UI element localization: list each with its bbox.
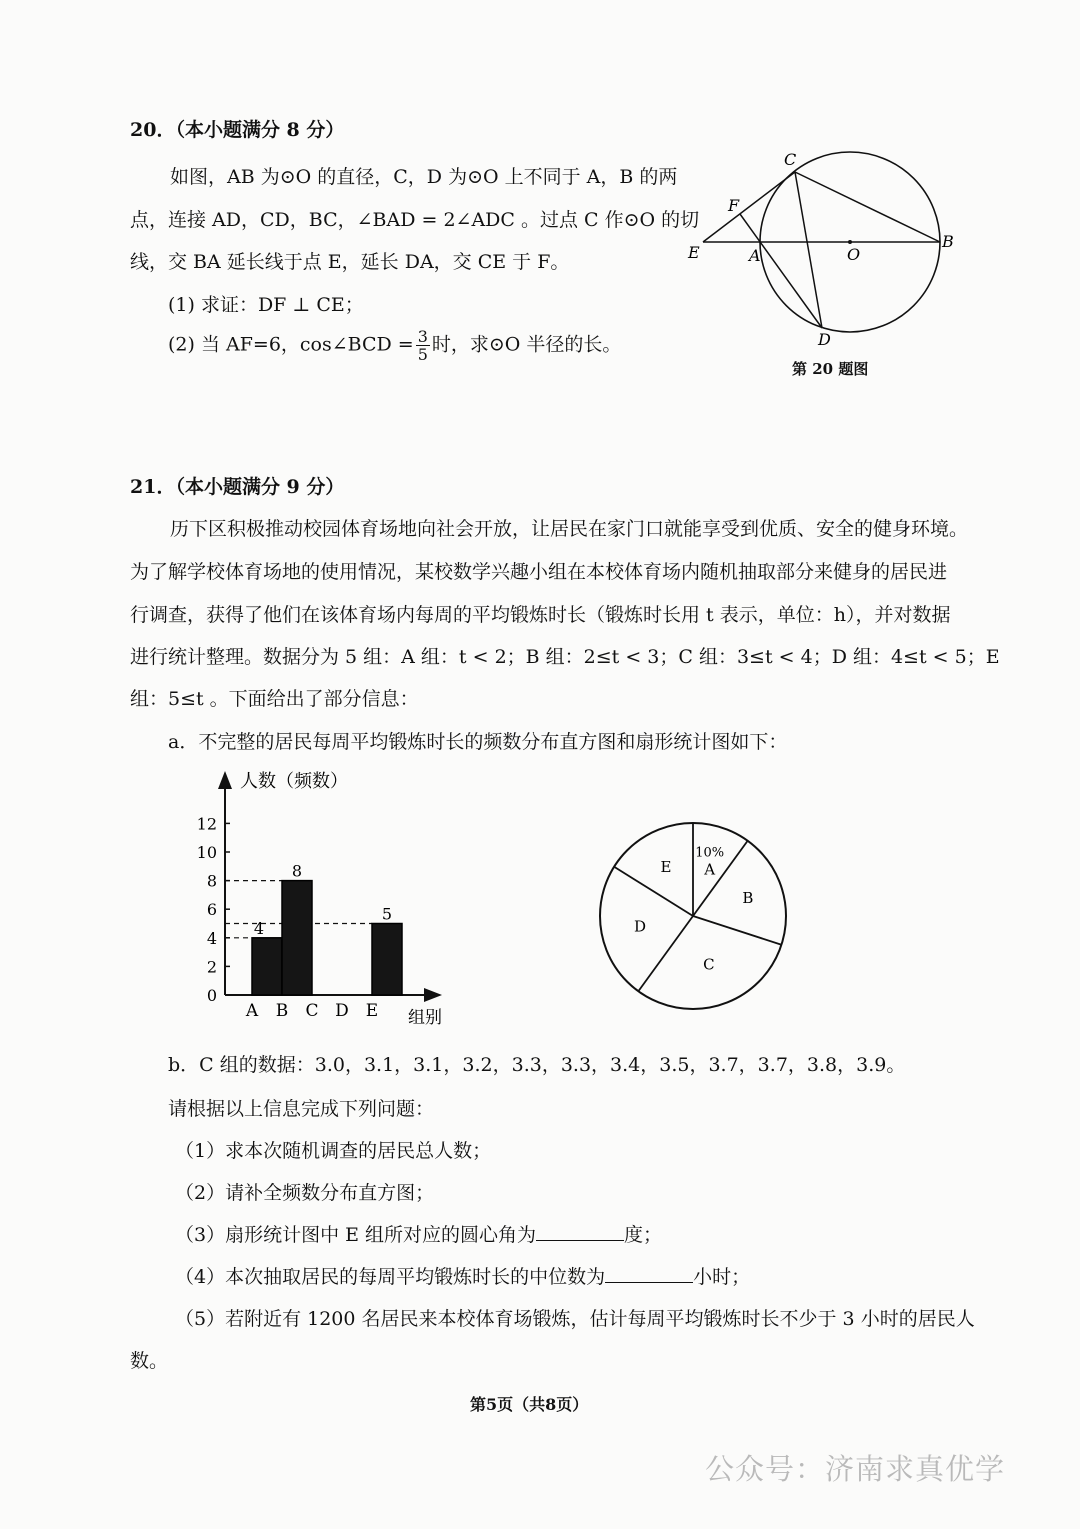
q4-text: （4）本次抽取居民的每周平均锻炼时长的中位数为: [175, 1266, 606, 1288]
q20-fraction: [416, 328, 430, 363]
q21-question5-line2: 数。: [130, 1350, 169, 1372]
pie-divider: [693, 916, 781, 945]
q21-question5-line1: （5）若附近有 1200 名居民来本校体育场锻炼，估计每周平均锻炼时长不少于 3 小时的居民人: [175, 1308, 975, 1330]
bar-data-label: 8: [291, 861, 303, 881]
label-o: O: [847, 245, 861, 264]
q21-question2: （2）请补全频数分布直方图；: [175, 1182, 435, 1204]
q3-text: （3）扇形统计图中 E 组所对应的圆心角为: [175, 1224, 537, 1246]
center-point: [848, 240, 852, 244]
y-axis-arrow-icon: [218, 771, 232, 789]
pie-divider: [638, 916, 693, 991]
q20-part2-pre: (2) 当 AF=6，cos∠BCD =: [168, 333, 414, 356]
bar-E: [372, 924, 402, 996]
q3-answer-blank[interactable]: [536, 1222, 624, 1241]
label-d: D: [818, 330, 831, 349]
pie-divider: [614, 867, 693, 916]
bar-B: [282, 881, 312, 995]
q21-question4: [175, 1262, 750, 1289]
q21-para-line2: 为了解学校体育场地的使用情况，某校数学兴趣小组在本校体育场内随机抽取部分来健身的居民进: [130, 561, 948, 583]
q20-figure-caption: 第 20 题图: [792, 360, 869, 378]
q21-header: 21．（本小题满分 9 分）: [130, 476, 345, 498]
q3-unit: 度；: [624, 1224, 663, 1246]
y-tick-label: 2: [206, 957, 217, 977]
label-f: F: [728, 196, 740, 215]
pie-sector-label: A: [704, 860, 716, 879]
y-tick-label: 6: [206, 900, 217, 920]
pie-sector-label: C: [703, 955, 715, 974]
pie-sector-label: E: [660, 858, 672, 877]
fraction-denominator: 5: [417, 345, 428, 364]
label-b: B: [942, 232, 954, 251]
q4-answer-blank[interactable]: [605, 1264, 693, 1283]
pie-chart: [590, 820, 790, 1020]
x-tick-label: C: [305, 1001, 319, 1021]
q21-question1: （1）求本次随机调查的居民总人数；: [175, 1140, 492, 1162]
y-tick-label: 8: [206, 871, 217, 891]
x-tick-label: A: [245, 1001, 259, 1021]
q20-stem-line3: 线，交 BA 延长线于点 E，延长 DA，交 CE 于 F。: [130, 251, 570, 273]
x-axis-label: 组别: [408, 1008, 442, 1028]
q20-stem-line2: 点，连接 AD，CD，BC，∠BAD = 2∠ADC 。过点 C 作⊙O 的切: [130, 209, 700, 231]
q20-stem-line1: 如图，AB 为⊙O 的直径，C，D 为⊙O 上不同于 A，B 的两: [170, 166, 678, 188]
bar-data-label: 5: [381, 904, 393, 924]
x-tick-label: B: [275, 1001, 289, 1021]
pie-sector-label: D: [634, 917, 647, 936]
x-axis-arrow-icon: [424, 988, 442, 1002]
y-tick-label: 12: [196, 814, 217, 834]
q21-question3: [175, 1220, 662, 1247]
y-axis-label: 人数（频数）: [240, 771, 348, 792]
label-c: C: [784, 150, 797, 169]
tangent-ec: [703, 172, 795, 242]
label-e: E: [688, 243, 700, 262]
q20-header: 20．（本小题满分 8 分）: [130, 119, 345, 141]
q20-part2: [168, 328, 621, 363]
q21-prompt: 请根据以上信息完成下列问题：: [168, 1098, 435, 1120]
y-tick-label: 4: [206, 928, 217, 948]
q21-info-a: a．不完整的居民每周平均锻炼时长的频数分布直方图和扇形统计图如下：: [168, 731, 788, 753]
y-tick-label: 0: [206, 986, 217, 1005]
q21-para-line4: 进行统计整理。数据分为 5 组：A 组：t < 2；B 组：2≤t < 3；C 组：3≤t < 4；D 组：4≤t < 5；E: [130, 646, 1000, 668]
page-number: 第5页（共8页）: [470, 1395, 589, 1414]
line-cd: [795, 172, 822, 328]
q20-part1: (1) 求证：DF ⊥ CE；: [168, 294, 364, 316]
histogram-chart: [180, 765, 460, 1030]
pie-sector-label: B: [742, 889, 754, 908]
x-tick-label: D: [335, 1001, 349, 1021]
bar-A: [252, 938, 282, 995]
q4-unit: 小时；: [693, 1266, 751, 1288]
q21-info-b: b．C 组的数据：3.0，3.1，3.1，3.2，3.3，3.3，3.4，3.5，3.7，3.7，3.8，3.9。: [168, 1054, 906, 1076]
bar-data-label: 4: [253, 918, 265, 938]
watermark: 公众号：济南求真优学: [705, 1452, 1006, 1486]
q21-para-line5: 组：5≤t 。下面给出了部分信息：: [130, 688, 419, 710]
y-tick-label: 10: [196, 843, 217, 862]
x-tick-label: E: [365, 1001, 379, 1021]
line-fd: [740, 214, 822, 328]
label-a: A: [749, 246, 761, 265]
pie-sector-percent: 10%: [695, 845, 725, 861]
fraction-numerator: 3: [417, 327, 428, 346]
q21-para-line1: 历下区积极推动校园体育场地向社会开放，让居民在家门口就能享受到优质、安全的健身环境。: [170, 518, 969, 540]
q21-para-line3: 行调查，获得了他们在该体育场内每周的平均锻炼时长（锻炼时长用 t 表示，单位：h），并对数据: [130, 604, 951, 626]
q20-geometry-figure: [680, 145, 970, 355]
q20-part2-post: 时，求⊙O 半径的长。: [431, 333, 622, 356]
